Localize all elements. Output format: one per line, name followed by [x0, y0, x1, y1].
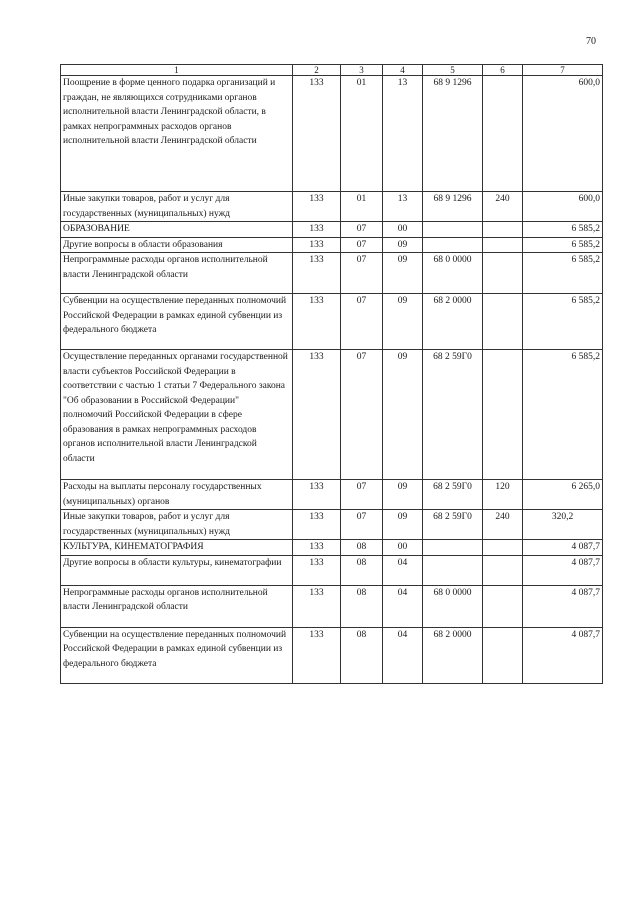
- row-admin-code: 133: [293, 192, 341, 222]
- row-amount: 4 087,7: [523, 555, 603, 585]
- row-expense-type: [483, 585, 523, 627]
- row-subsection: 13: [383, 76, 423, 192]
- row-admin-code: 133: [293, 510, 341, 540]
- row-expense-type: [483, 555, 523, 585]
- row-admin-code: 133: [293, 480, 341, 510]
- row-admin-code: 133: [293, 294, 341, 350]
- row-section: 07: [341, 510, 383, 540]
- row-expense-type: [483, 350, 523, 480]
- row-name: Расходы на выплаты персоналу государственных (муниципальных) органов: [61, 480, 293, 510]
- row-target-article: 68 0 0000: [423, 253, 483, 294]
- row-name: ОБРАЗОВАНИЕ: [61, 222, 293, 238]
- row-name: Непрограммные расходы органов исполнительной власти Ленинградской области: [61, 253, 293, 294]
- row-admin-code: 133: [293, 350, 341, 480]
- row-subsection: 00: [383, 540, 423, 556]
- row-section: 07: [341, 253, 383, 294]
- row-name: Осуществление переданных органами государственной власти субъектов Российской Федерации в соответствии с частью 1 статьи 7 Федерального закона "Об образовании в Российской Федерации" полномочий Российской Федерации в сфере образования в рамках непрограммных расходов органов исполнительной власти Ленинградской области: [61, 350, 293, 480]
- table-row: [61, 555, 603, 585]
- header-row: [61, 65, 603, 76]
- col-header-6: 6: [483, 65, 523, 76]
- row-admin-code: 133: [293, 627, 341, 683]
- table-row: [61, 585, 603, 627]
- row-section: 08: [341, 627, 383, 683]
- row-target-article: 68 2 59Г0: [423, 350, 483, 480]
- row-admin-code: 133: [293, 222, 341, 238]
- row-subsection: 13: [383, 192, 423, 222]
- table-row: [61, 237, 603, 253]
- col-header-5: 5: [423, 65, 483, 76]
- row-expense-type: 240: [483, 192, 523, 222]
- row-amount: 6 585,2: [523, 350, 603, 480]
- row-section: 01: [341, 192, 383, 222]
- row-name: Поощрение в форме ценного подарка организаций и граждан, не являющихся сотрудниками органов исполнительной власти Ленинградской области, в рамках непрограммных расходов органов исполнительной власти Ленинградской области: [61, 76, 293, 192]
- col-header-4: 4: [383, 65, 423, 76]
- row-admin-code: 133: [293, 237, 341, 253]
- row-section: 07: [341, 480, 383, 510]
- row-name: Субвенции на осуществление переданных полномочий Российской Федерации в рамках единой субвенции из федерального бюджета: [61, 294, 293, 350]
- row-section: 07: [341, 237, 383, 253]
- table-row: [61, 192, 603, 222]
- row-admin-code: 133: [293, 253, 341, 294]
- row-expense-type: [483, 76, 523, 192]
- row-admin-code: 133: [293, 540, 341, 556]
- row-name: Иные закупки товаров, работ и услуг для государственных (муниципальных) нужд: [61, 510, 293, 540]
- row-expense-type: [483, 627, 523, 683]
- col-header-2: 2: [293, 65, 341, 76]
- row-target-article: 68 2 0000: [423, 627, 483, 683]
- row-subsection: 09: [383, 237, 423, 253]
- row-subsection: 04: [383, 555, 423, 585]
- row-section: 08: [341, 585, 383, 627]
- table-row: [61, 480, 603, 510]
- row-section: 07: [341, 350, 383, 480]
- row-amount: 6 585,2: [523, 237, 603, 253]
- row-target-article: 68 9 1296: [423, 192, 483, 222]
- row-target-article: 68 9 1296: [423, 76, 483, 192]
- row-expense-type: [483, 253, 523, 294]
- row-section: 08: [341, 540, 383, 556]
- row-expense-type: 240: [483, 510, 523, 540]
- row-amount: 4 087,7: [523, 585, 603, 627]
- row-expense-type: [483, 540, 523, 556]
- row-name: Другие вопросы в области культуры, кинематографии: [61, 555, 293, 585]
- row-section: 08: [341, 555, 383, 585]
- row-target-article: [423, 222, 483, 238]
- row-name: КУЛЬТУРА, КИНЕМАТОГРАФИЯ: [61, 540, 293, 556]
- row-subsection: 09: [383, 294, 423, 350]
- row-target-article: 68 2 59Г0: [423, 480, 483, 510]
- row-amount: 6 585,2: [523, 222, 603, 238]
- table-row: [61, 294, 603, 350]
- row-amount: 6 265,0: [523, 480, 603, 510]
- table-row: [61, 253, 603, 294]
- row-admin-code: 133: [293, 555, 341, 585]
- row-expense-type: [483, 294, 523, 350]
- col-header-1: 1: [61, 65, 293, 76]
- table-row: [61, 76, 603, 192]
- col-header-3: 3: [341, 65, 383, 76]
- row-name: Другие вопросы в области образования: [61, 237, 293, 253]
- row-expense-type: 120: [483, 480, 523, 510]
- row-target-article: 68 2 59Г0: [423, 510, 483, 540]
- row-amount: 4 087,7: [523, 627, 603, 683]
- row-subsection: 09: [383, 480, 423, 510]
- row-amount: 600,0: [523, 76, 603, 192]
- row-subsection: 09: [383, 350, 423, 480]
- row-amount: 4 087,7: [523, 540, 603, 556]
- table-row: [61, 540, 603, 556]
- table-row: [61, 350, 603, 480]
- row-subsection: 04: [383, 627, 423, 683]
- row-admin-code: 133: [293, 76, 341, 192]
- row-target-article: 68 0 0000: [423, 585, 483, 627]
- row-section: 07: [341, 294, 383, 350]
- row-subsection: 09: [383, 510, 423, 540]
- row-section: 01: [341, 76, 383, 192]
- row-amount: 6 585,2: [523, 294, 603, 350]
- row-admin-code: 133: [293, 585, 341, 627]
- row-name: Непрограммные расходы органов исполнительной власти Ленинградской области: [61, 585, 293, 627]
- table-row: [61, 627, 603, 683]
- row-target-article: [423, 237, 483, 253]
- row-target-article: [423, 555, 483, 585]
- row-name: Иные закупки товаров, работ и услуг для государственных (муниципальных) нужд: [61, 192, 293, 222]
- row-expense-type: [483, 222, 523, 238]
- row-subsection: 00: [383, 222, 423, 238]
- row-target-article: [423, 540, 483, 556]
- row-target-article: 68 2 0000: [423, 294, 483, 350]
- row-subsection: 04: [383, 585, 423, 627]
- row-amount: 600,0: [523, 192, 603, 222]
- row-section: 07: [341, 222, 383, 238]
- budget-table: [60, 64, 603, 684]
- col-header-7: 7: [523, 65, 603, 76]
- row-name: Субвенции на осуществление переданных полномочий Российской Федерации в рамках единой субвенции из федерального бюджета: [61, 627, 293, 683]
- table-row: [61, 222, 603, 238]
- page-number: 70: [586, 36, 596, 47]
- row-amount: 320,2: [523, 510, 603, 540]
- row-amount: 6 585,2: [523, 253, 603, 294]
- row-expense-type: [483, 237, 523, 253]
- row-subsection: 09: [383, 253, 423, 294]
- table-row: [61, 510, 603, 540]
